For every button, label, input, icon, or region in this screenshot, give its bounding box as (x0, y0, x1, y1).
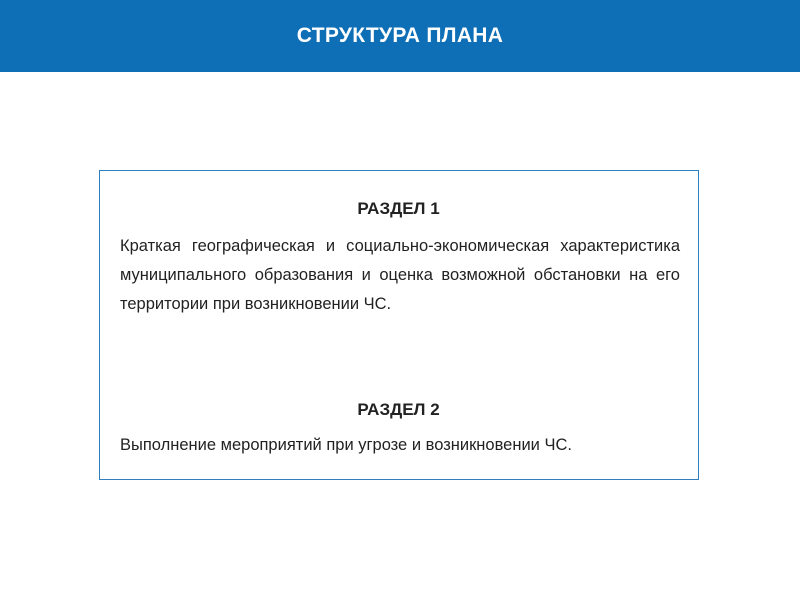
content-box (99, 170, 699, 480)
section-2-heading: РАЗДЕЛ 2 (357, 400, 440, 419)
section-1-text: Краткая географическая и социально-экономическая характеристика муниципального образования и оценка возможной обстановки на его территории при возникновении ЧС. (120, 237, 680, 313)
slide-title: СТРУКТУРА ПЛАНА (296, 24, 504, 47)
header-bar (0, 0, 800, 72)
section-1-heading: РАЗДЕЛ 1 (357, 199, 440, 218)
section-2-text: Выполнение мероприятий при угрозе и возникновении ЧС. (120, 436, 572, 454)
